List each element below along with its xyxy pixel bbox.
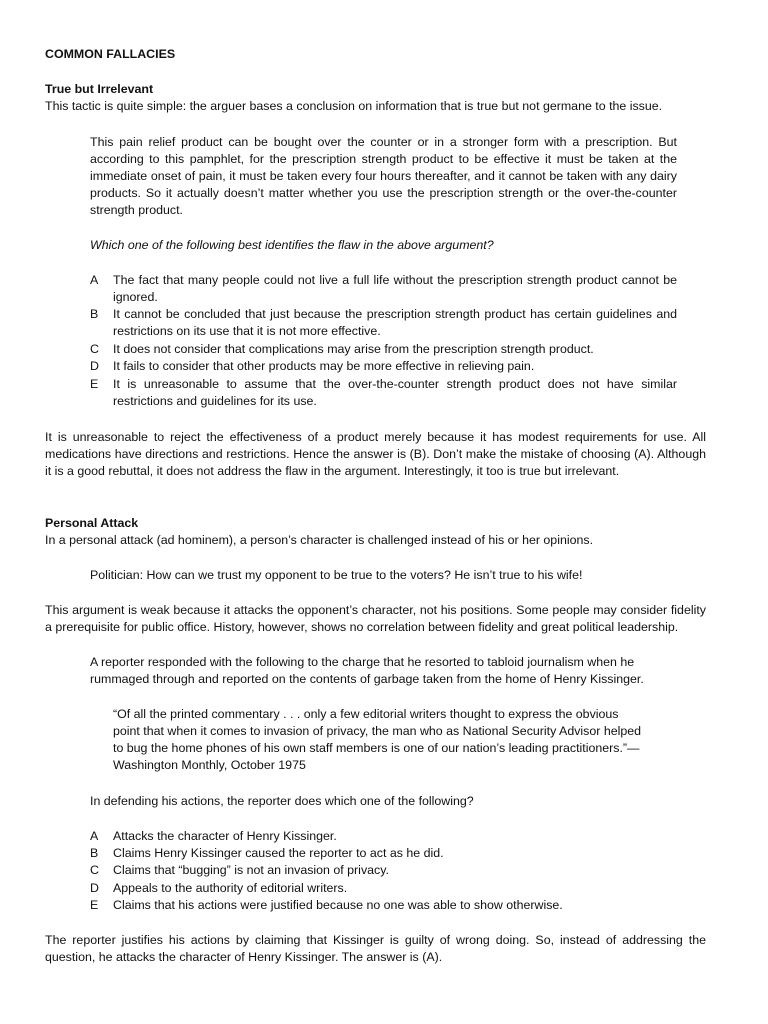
option-letter: D [90,881,99,895]
quote-line: to bug the home phones of his own staff members is one of our nation’s leading practitioners.”— [113,741,640,755]
option-text: Appeals to the authority of editorial writers. [113,881,348,895]
section-intro: In a personal attack (ad hominem), a person’s character is challenged instead of his or her opinions. [45,533,594,547]
setup-paragraph: A reporter responded with the following to the charge that he resorted to tabloid journalism when he rummaged through and reported on the contents of garbage taken from the home of Henry Kissinger. [90,655,644,686]
option-letter: C [90,342,99,356]
option-text: Claims that his actions were justified because no one was able to show otherwise. [113,898,563,912]
option-text: It cannot be concluded that just because the prescription strength product has certain guidelines and restrictions on its use that it is not more effective. [113,307,677,338]
option-text: Claims Henry Kissinger caused the reporter to act as he did. [113,846,444,860]
answer-option [90,880,677,897]
answer-option [90,862,677,879]
answer-option [90,272,677,306]
analysis-paragraph: This argument is weak because it attacks the opponent’s character, not his positions. Some people may consider fidelity a prerequisite for public office. History, however, shows no correlation between fidelity and great political leadership. [45,603,706,634]
option-text: Attacks the character of Henry Kissinger. [113,829,337,843]
quote-line: Washington Monthly, October 1975 [113,758,306,772]
answer-option [90,828,677,845]
option-text: The fact that many people could not live a full life without the prescription strength product cannot be ignored. [113,273,677,304]
quote-line: “Of all the printed commentary . . . only a few editorial writers thought to express the obvious [113,707,619,721]
option-text: Claims that “bugging” is not an invasion of privacy. [113,863,389,877]
option-letter: B [90,307,99,321]
answer-option [90,897,677,914]
option-letter: A [90,273,99,287]
section-intro: This tactic is quite simple: the arguer bases a conclusion on information that is true but not germane to the issue. [45,99,663,113]
option-text: It fails to consider that other products may be more effective in relieving pain. [113,359,535,373]
option-text: It is unreasonable to assume that the over-the-counter strength product does not have similar restrictions and guidelines for its use. [113,377,677,408]
section-heading-true-but-irrelevant: True but Irrelevant [45,82,154,96]
answer-option [90,376,677,410]
conclusion-paragraph: The reporter justifies his actions by claiming that Kissinger is guilty of wrong doing. So, instead of addressing the question, he attacks the character of Henry Kissinger. The answer is (A). [45,933,706,964]
question-prompt: Which one of the following best identifies the flaw in the above argument? [90,238,494,252]
answer-option [90,358,677,375]
question-prompt: In defending his actions, the reporter does which one of the following? [90,794,474,808]
option-text: It does not consider that complications may arise from the prescription strength product. [113,342,594,356]
option-letter: B [90,846,99,860]
option-letter: C [90,863,99,877]
answer-option [90,306,677,340]
answer-option [90,845,677,862]
quote-line: point that when it comes to invasion of privacy, the man who as National Security Advisor helped [113,724,642,738]
argument-paragraph: This pain relief product can be bought over the counter or in a stronger form with a prescription. But according to this pamphlet, for the prescription strength product to be effective it must be taken at the immediate onset of pain, it must be taken every four hours thereafter, and it cannot be taken with any dairy products. So it actually doesn’t matter whether you use the prescription strength or the over-the-counter strength product. [90,135,677,217]
option-letter: D [90,359,99,373]
option-letter: E [90,377,99,391]
option-letter: A [90,829,99,843]
example-statement: Politician: How can we trust my opponent to be true to the voters? He isn’t true to his wife! [90,568,583,582]
option-letter: E [90,898,99,912]
section-heading-personal-attack: Personal Attack [45,516,139,530]
answer-option [90,341,677,358]
block-quote [113,706,653,774]
explanation-paragraph: It is unreasonable to reject the effectiveness of a product merely because it has modest requirements for use. All medications have directions and restrictions. Hence the answer is (B). Don’t make the mistake of choosing (A). Although it is a good rebuttal, it does not address the flaw in the argument. Interestingly, it too is true but irrelevant. [45,430,706,478]
page-title: COMMON FALLACIES [45,47,176,61]
